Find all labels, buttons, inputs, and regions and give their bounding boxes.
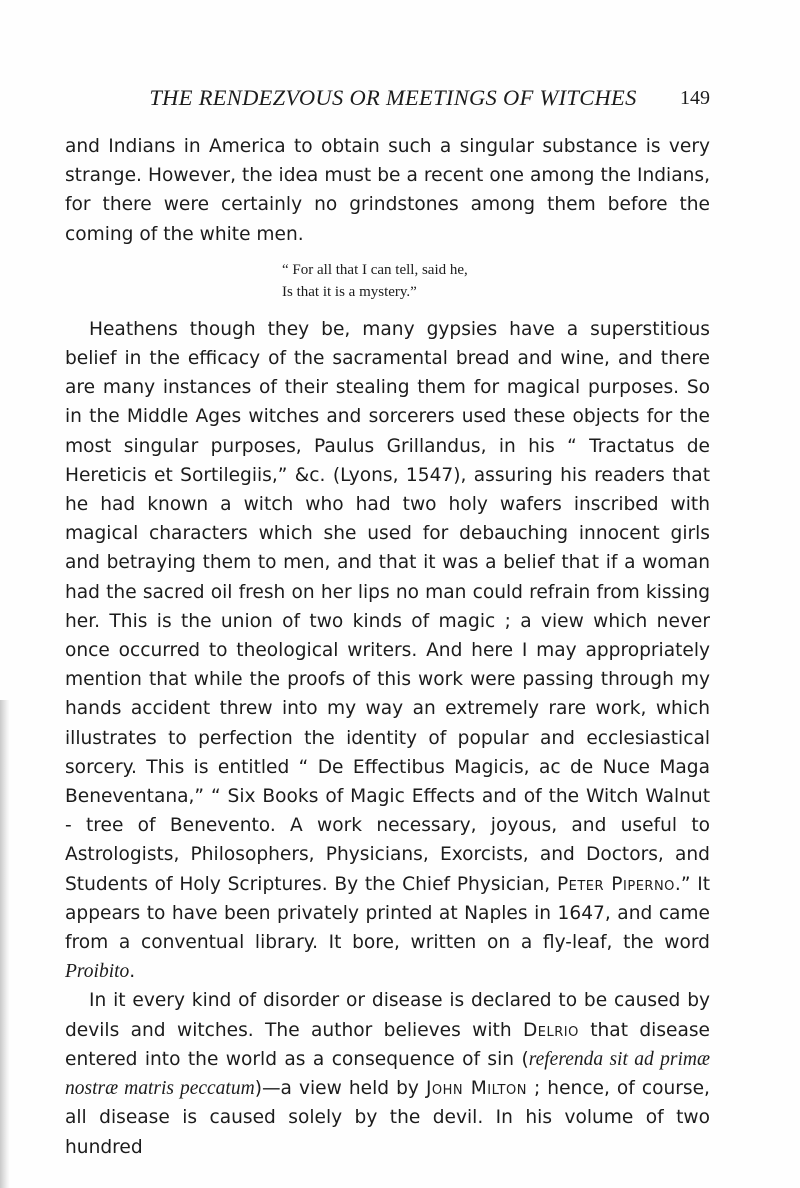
running-head — [0, 85, 800, 115]
verse-line-1: “ For all that I can tell, said he, — [282, 261, 468, 278]
page-gutter-shadow — [0, 700, 10, 1188]
paragraph-3-text-c: )—a view held by — [254, 1078, 419, 1100]
latin-quotation: referenda sit ad primæ nostræ matris peccatum — [65, 1048, 710, 1100]
verse-line-2: Is that it is a mystery.” — [282, 283, 417, 300]
paragraph-1: and Indians in America to obtain such a singular substance is very strange. However, the idea must be a recent one among the Indians, for there were certainly no grindstones among them before the coming of the white men. — [65, 136, 710, 245]
paragraph-2 — [65, 315, 710, 987]
word-proibito: Proibito — [65, 961, 130, 983]
author-name-milton: John Milton — [425, 1078, 527, 1100]
paragraph-3-text-b: that disease entered into the world as a consequence of sin ( — [65, 1019, 710, 1070]
author-name-piperno: Peter Piperno — [556, 873, 675, 895]
page-number: 149 — [680, 87, 710, 109]
paragraph-2-text-b: .” It appears to have been privately printed at Naples in 1647, and came from a conventual library. It bore, written on a fly-leaf, the word — [65, 873, 710, 954]
running-title: THE RENDEZVOUS OR MEETINGS OF WITCHES — [149, 85, 637, 110]
body-text — [65, 132, 710, 1162]
verse-quote — [65, 259, 710, 303]
author-name-delrio: Delrio — [522, 1019, 579, 1041]
paragraph-3-text-d: ; hence, of course, all disease is caused solely by the devil. In his volume of two hundred — [65, 1078, 710, 1158]
paragraph-3-text-a: In it every kind of disorder or disease is declared to be caused by devils and witches. The author believes with — [65, 990, 710, 1041]
paragraph-3 — [65, 986, 710, 1161]
paragraph-2-text-a: Heathens though they be, many gypsies have a superstitious belief in the efficacy of the sacramental bread and wine, and there are many instances of their stealing them for magical purposes. So in the Middle Ages witches and sorcerers used these objects for the most singular purposes, Paulus Grillandus, in his “ Tractatus de Hereticis et Sortilegiis,” &c. (Lyons, 1547), assuring his readers that he had known a witch who had two holy wafers inscribed with magical characters which she used for debauching innocent girls and betraying them to men, and that it was a belief that if a woman had the sacred oil fresh on her lips no man could refrain from kissing her. This is the union of two kinds of magic ; a view which never once occurred to theological writers. And here I may appropriately mention that while the proofs of this work were passing through my hands accident threw into my way an extremely rare work, which illustrates to perfection the identity of popular and ecclesiastical sorcery. This is entitled “ De Effectibus Magicis, ac de Nuce Maga Beneventana,” “ Six Books of Magic Effects and of the Witch Walnut - tree of Benevento. A work necessary, joyous, and useful to Astrologists, Philosophers, Physicians, Exorcists, and Doctors, and Students of Holy Scriptures. By the Chief Physician, — [65, 318, 710, 895]
paragraph-2-end: . — [129, 961, 136, 983]
